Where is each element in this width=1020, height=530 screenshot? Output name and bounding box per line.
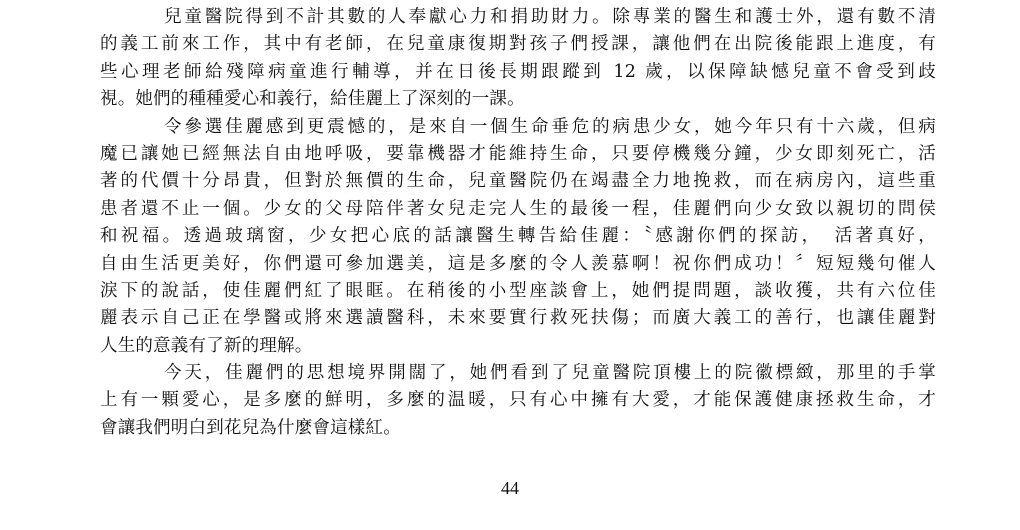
- paragraph-3: [100, 360, 936, 442]
- paragraph-line: 麗表示自己正在學醫或將來選讀醫科，未來要實行救死扶傷；而廣大義工的善行，也讓佳麗對: [100, 308, 936, 329]
- paragraph-line: 淚下的說話，使佳麗們紅了眼眶。在稍後的小型座談會上，她們提問題，談收獲，共有六位佳: [100, 280, 936, 301]
- paragraph-line: 令參選佳麗感到更震憾的，是來自一個生命垂危的病患少女，她今年只有十六歲，但病: [164, 116, 936, 137]
- page-number: 44: [501, 478, 519, 498]
- paragraph-line: 患者還不止一個。少女的父母陪伴著女兒走完人生的最後一程，佳麗們向少女致以親切的問侯: [100, 198, 936, 219]
- paragraph-1: [100, 4, 936, 114]
- paragraph-line: 的義工前來工作，其中有老師，在兒童康復期對孩子們授課，讓他們在出院後能跟上進度，有: [100, 34, 936, 55]
- paragraph-line: 著的代價十分昂貴，但對於無價的生命，兒童醫院仍在竭盡全力地挽救，而在病房內，這些重: [100, 171, 936, 192]
- paragraph-line: 會讓我們明白到花兒為什麼會這樣紅。: [100, 417, 401, 438]
- paragraph-line: 上有一顆愛心，是多麼的鮮明，多麼的温暖，只有心中擁有大愛，才能保護健康拯救生命，才: [100, 390, 936, 411]
- paragraph-line: 自由生活更美好，你們還可參加選美，這是多麼的令人羨慕啊！祝你們成功！〞短短幾句催人: [100, 253, 936, 274]
- paragraph-line: 視。她們的種種愛心和義行，給佳麗上了深刻的一課。: [100, 89, 525, 110]
- paragraph-line: 兒童醫院得到不計其數的人奉獻心力和捐助財力。除專業的醫生和護士外，還有數不清: [164, 7, 936, 27]
- paragraph-2: [100, 114, 936, 361]
- paragraph-line: 些心理老師給殘障病童進行輔導，并在日後長期跟蹤到 12 歲，以保障缺憾兒童不會受到歧: [100, 61, 936, 82]
- paragraph-line: 魔已讓她已經無法自由地呼吸，要靠機器才能維持生命，只要停機幾分鐘，少女即刻死亡，活: [100, 143, 936, 164]
- paragraph-line: 今天，佳麗們的思想境界開闊了，她們看到了兒童醫院頂樓上的院徽標緻，那里的手掌: [164, 363, 936, 384]
- paragraph-line: 和祝福。透過玻璃窗，少女把心底的話讓醫生轉告給佳麗：〝感謝你們的探訪， 活著真好，: [100, 226, 936, 247]
- body-text: [100, 4, 936, 442]
- paragraph-line: 人生的意義有了新的理解。: [100, 335, 313, 356]
